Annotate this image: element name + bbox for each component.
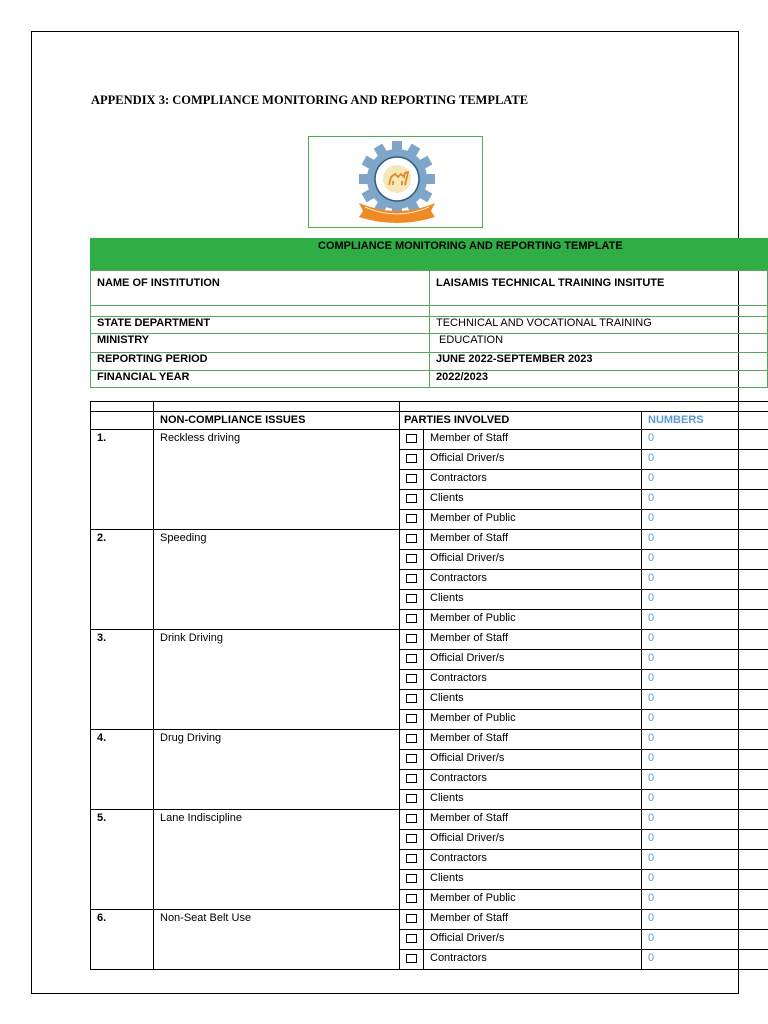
table-row [91, 730, 768, 750]
issue-name: Speeding [154, 530, 400, 630]
issue-number: 6. [91, 910, 154, 970]
party-name: Contractors [424, 670, 642, 690]
table-row [91, 430, 768, 450]
info-value: JUNE 2022-SEPTEMBER 2023 [430, 353, 768, 371]
checkbox-icon[interactable] [406, 634, 417, 643]
info-row-ministry [91, 334, 768, 353]
checkbox-icon[interactable] [406, 774, 417, 783]
party-checkbox[interactable] [400, 710, 424, 730]
party-checkbox[interactable] [400, 610, 424, 630]
checkbox-icon[interactable] [406, 654, 417, 663]
party-number: 0 [642, 710, 768, 730]
party-checkbox[interactable] [400, 670, 424, 690]
party-checkbox[interactable] [400, 550, 424, 570]
institution-logo [308, 136, 483, 228]
issue-number: 4. [91, 730, 154, 810]
issue-number: 2. [91, 530, 154, 630]
checkbox-icon[interactable] [406, 914, 417, 923]
checkbox-icon[interactable] [406, 514, 417, 523]
party-name: Member of Staff [424, 810, 642, 830]
checkbox-icon[interactable] [406, 714, 417, 723]
party-checkbox[interactable] [400, 650, 424, 670]
checkbox-icon[interactable] [406, 934, 417, 943]
header-no [91, 412, 154, 430]
table-row [91, 910, 768, 930]
party-number: 0 [642, 870, 768, 890]
header-numbers: NUMBERS [642, 412, 768, 430]
party-checkbox[interactable] [400, 910, 424, 930]
party-name: Official Driver/s [424, 550, 642, 570]
party-checkbox[interactable] [400, 430, 424, 450]
info-label: REPORTING PERIOD [91, 353, 430, 371]
table-row [91, 810, 768, 830]
party-number: 0 [642, 950, 768, 970]
issue-name: Drug Driving [154, 730, 400, 810]
party-name: Member of Public [424, 890, 642, 910]
party-checkbox[interactable] [400, 570, 424, 590]
party-checkbox[interactable] [400, 630, 424, 650]
table-header-row [91, 412, 768, 430]
institution-info-table [90, 270, 768, 388]
table-spacer-row [91, 402, 768, 412]
checkbox-icon[interactable] [406, 454, 417, 463]
party-checkbox[interactable] [400, 470, 424, 490]
issue-number: 1. [91, 430, 154, 530]
party-name: Official Driver/s [424, 450, 642, 470]
party-number: 0 [642, 630, 768, 650]
party-checkbox[interactable] [400, 690, 424, 710]
party-checkbox[interactable] [400, 790, 424, 810]
party-name: Member of Staff [424, 430, 642, 450]
checkbox-icon[interactable] [406, 614, 417, 623]
party-name: Member of Staff [424, 530, 642, 550]
party-checkbox[interactable] [400, 530, 424, 550]
party-name: Member of Public [424, 610, 642, 630]
party-checkbox[interactable] [400, 750, 424, 770]
checkbox-icon[interactable] [406, 434, 417, 443]
info-row-institution [91, 271, 768, 306]
checkbox-icon[interactable] [406, 874, 417, 883]
info-label: NAME OF INSTITUTION [91, 271, 430, 306]
issue-number: 5. [91, 810, 154, 910]
checkbox-icon[interactable] [406, 674, 417, 683]
info-label: STATE DEPARTMENT [91, 317, 430, 334]
party-number: 0 [642, 610, 768, 630]
info-row-reporting-period [91, 353, 768, 371]
checkbox-icon[interactable] [406, 594, 417, 603]
party-number: 0 [642, 490, 768, 510]
header-parties: PARTIES INVOLVED [400, 412, 642, 430]
party-name: Contractors [424, 470, 642, 490]
compliance-table [90, 401, 768, 970]
party-number: 0 [642, 850, 768, 870]
issue-number: 3. [91, 630, 154, 730]
checkbox-icon[interactable] [406, 794, 417, 803]
party-name: Member of Public [424, 510, 642, 530]
party-checkbox[interactable] [400, 870, 424, 890]
party-number: 0 [642, 470, 768, 490]
party-number: 0 [642, 810, 768, 830]
party-name: Member of Staff [424, 730, 642, 750]
party-checkbox[interactable] [400, 770, 424, 790]
party-name: Contractors [424, 850, 642, 870]
party-number: 0 [642, 770, 768, 790]
issue-name: Lane Indiscipline [154, 810, 400, 910]
checkbox-icon[interactable] [406, 894, 417, 903]
checkbox-icon[interactable] [406, 834, 417, 843]
table-row [91, 530, 768, 550]
gear-logo-icon [309, 137, 484, 229]
checkbox-icon[interactable] [406, 854, 417, 863]
party-checkbox[interactable] [400, 450, 424, 470]
checkbox-icon[interactable] [406, 574, 417, 583]
party-number: 0 [642, 670, 768, 690]
appendix-title: APPENDIX 3: COMPLIANCE MONITORING AND REPORTING TEMPLATE [91, 93, 529, 107]
checkbox-icon[interactable] [406, 474, 417, 483]
party-name: Official Driver/s [424, 650, 642, 670]
party-name: Member of Staff [424, 910, 642, 930]
party-name: Clients [424, 590, 642, 610]
party-number: 0 [642, 450, 768, 470]
checkbox-icon[interactable] [406, 954, 417, 963]
party-number: 0 [642, 590, 768, 610]
checkbox-icon[interactable] [406, 694, 417, 703]
party-name: Official Driver/s [424, 750, 642, 770]
info-value: TECHNICAL AND VOCATIONAL TRAINING [430, 317, 768, 334]
party-name: Contractors [424, 950, 642, 970]
party-number: 0 [642, 790, 768, 810]
info-row-financial-year [91, 371, 768, 388]
party-checkbox[interactable] [400, 950, 424, 970]
info-row-state-department [91, 317, 768, 334]
header-issue: NON-COMPLIANCE ISSUES [154, 412, 400, 430]
party-number: 0 [642, 510, 768, 530]
checkbox-icon[interactable] [406, 734, 417, 743]
party-number: 0 [642, 550, 768, 570]
info-label: MINISTRY [91, 334, 430, 353]
table-row [91, 630, 768, 650]
checkbox-icon[interactable] [406, 554, 417, 563]
party-number: 0 [642, 910, 768, 930]
info-label: FINANCIAL YEAR [91, 371, 430, 388]
party-name: Member of Public [424, 710, 642, 730]
party-number: 0 [642, 430, 768, 450]
info-spacer-row [91, 306, 768, 317]
issue-name: Non-Seat Belt Use [154, 910, 400, 970]
party-number: 0 [642, 690, 768, 710]
party-checkbox[interactable] [400, 930, 424, 950]
checkbox-icon[interactable] [406, 814, 417, 823]
banner-title: COMPLIANCE MONITORING AND REPORTING TEMPLATE [318, 240, 623, 252]
party-number: 0 [642, 750, 768, 770]
checkbox-icon[interactable] [406, 494, 417, 503]
checkbox-icon[interactable] [406, 754, 417, 763]
issue-name: Drink Driving [154, 630, 400, 730]
party-checkbox[interactable] [400, 510, 424, 530]
party-name: Official Driver/s [424, 930, 642, 950]
info-value: 2022/2023 [430, 371, 768, 388]
party-name: Clients [424, 870, 642, 890]
party-checkbox[interactable] [400, 590, 424, 610]
issue-name: Reckless driving [154, 430, 400, 530]
party-checkbox[interactable] [400, 830, 424, 850]
party-checkbox[interactable] [400, 810, 424, 830]
party-name: Member of Staff [424, 630, 642, 650]
party-name: Official Driver/s [424, 830, 642, 850]
party-number: 0 [642, 830, 768, 850]
party-name: Clients [424, 790, 642, 810]
party-number: 0 [642, 730, 768, 750]
party-name: Clients [424, 490, 642, 510]
party-name: Clients [424, 690, 642, 710]
party-name: Contractors [424, 770, 642, 790]
party-number: 0 [642, 570, 768, 590]
checkbox-icon[interactable] [406, 534, 417, 543]
party-number: 0 [642, 530, 768, 550]
info-value: LAISAMIS TECHNICAL TRAINING INSITUTE [430, 271, 768, 306]
party-name: Contractors [424, 570, 642, 590]
party-number: 0 [642, 890, 768, 910]
party-checkbox[interactable] [400, 730, 424, 750]
party-checkbox[interactable] [400, 890, 424, 910]
info-value: EDUCATION [430, 334, 768, 353]
party-checkbox[interactable] [400, 850, 424, 870]
party-number: 0 [642, 930, 768, 950]
party-checkbox[interactable] [400, 490, 424, 510]
party-number: 0 [642, 650, 768, 670]
